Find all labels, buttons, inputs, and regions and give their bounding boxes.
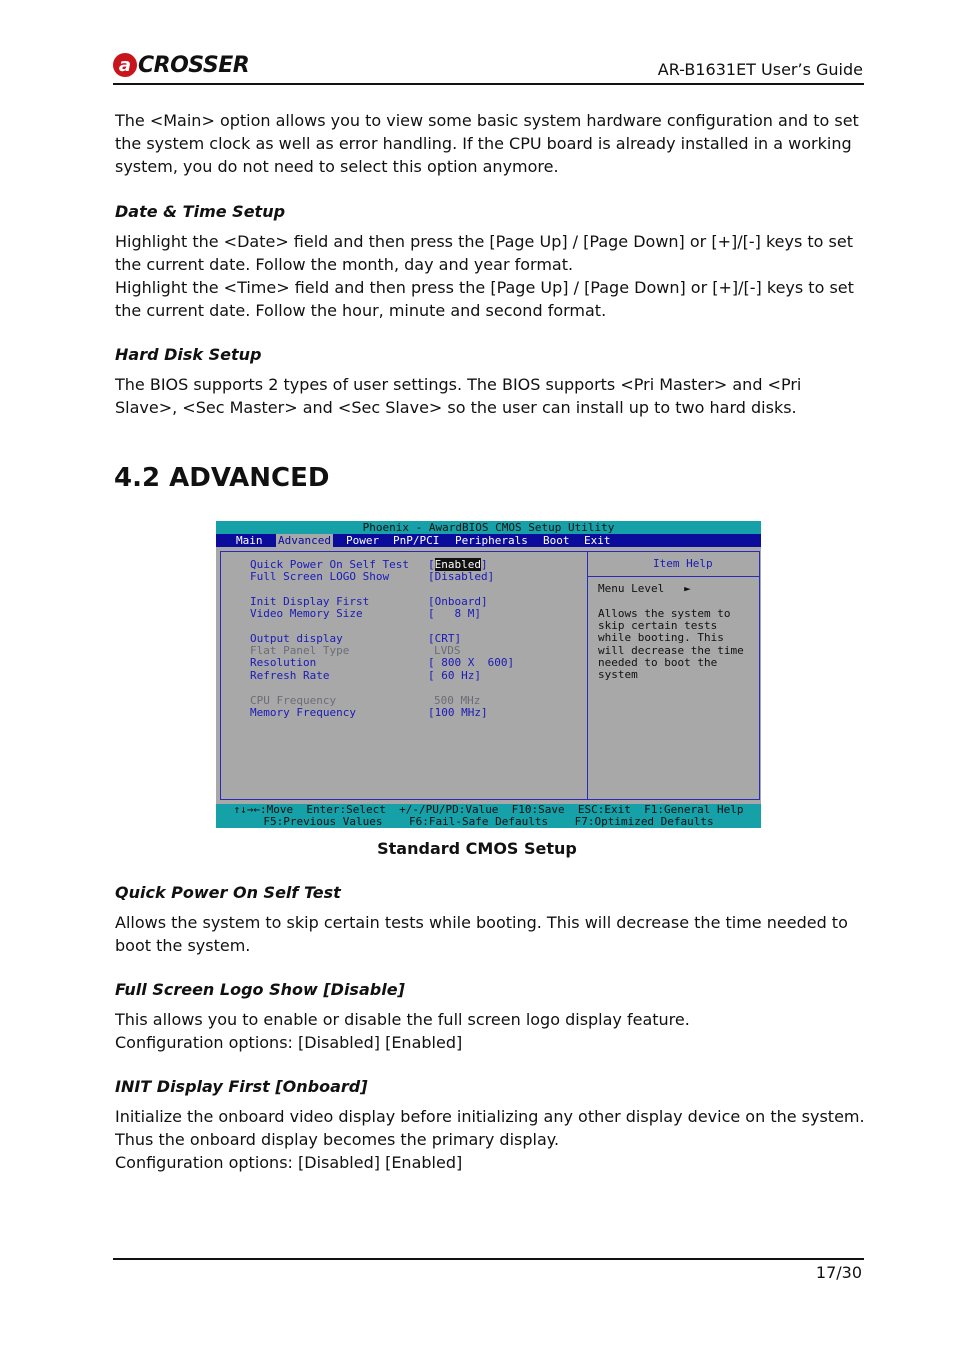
bios-help-line: will decrease the time — [598, 644, 744, 657]
bios-item-video-memory[interactable]: Video Memory Size — [250, 607, 363, 620]
section-title: 4.2 ADVANCED — [114, 463, 330, 493]
bios-value-memory-frequency[interactable]: [100 MHz] — [428, 706, 488, 719]
bios-menu-pnp-pci[interactable]: PnP/PCI — [393, 534, 440, 547]
quick-power-heading: Quick Power On Self Test — [115, 883, 341, 902]
bios-menu-boot[interactable]: Boot — [543, 534, 570, 547]
quick-power-paragraph: Allows the system to skip certain tests while booting. This will decrease the time needed to boot the system. — [115, 913, 848, 955]
logo-mark: a — [113, 53, 137, 77]
bios-item-flat-panel: Flat Panel Type — [250, 644, 350, 657]
date-time-heading: Date & Time Setup — [115, 202, 286, 221]
bios-value-cpu-frequency: 500 MHz — [434, 694, 481, 707]
logo-text: CROSSER — [138, 52, 250, 78]
bios-panel-divider — [587, 551, 588, 799]
init-display-paragraph: Initialize the onboard video display before initializing any other display device on the system. — [115, 1107, 865, 1126]
full-screen-heading: Full Screen Logo Show [Disable] — [115, 980, 405, 999]
bios-value-resolution[interactable]: [ 800 X 600] — [428, 656, 515, 669]
bios-item-resolution[interactable]: Resolution — [250, 656, 317, 669]
bios-help-line: while booting. This — [598, 631, 724, 644]
init-display-options: Configuration options: [Disabled] [Enabled] — [115, 1153, 463, 1172]
bios-value-init-display[interactable]: [Onboard] — [428, 595, 488, 608]
bios-menu-main[interactable]: Main — [236, 534, 263, 547]
bios-item-quick-power[interactable]: Quick Power On Self Test — [250, 558, 409, 571]
bios-value-refresh-rate[interactable]: [ 60 Hz] — [428, 669, 481, 682]
bios-item-init-display[interactable]: Init Display First — [250, 595, 370, 608]
bios-menu-exit[interactable]: Exit — [584, 534, 611, 547]
bios-value-full-screen-logo[interactable]: [Disabled] — [428, 570, 495, 583]
bios-item-memory-frequency[interactable]: Memory Frequency — [250, 706, 356, 719]
bios-item-refresh-rate[interactable]: Refresh Rate — [250, 669, 330, 682]
company-logo — [113, 50, 249, 80]
bios-value-highlight: Enabled — [434, 558, 481, 571]
bios-help-divider — [588, 576, 759, 577]
document-title: AR-B1631ET User’s Guide — [657, 60, 863, 79]
bios-key-legend-line2: F5:Previous Values F6:Fail-Safe Defaults F7:Optimized Defaults — [263, 815, 714, 828]
time-paragraph: Highlight the <Time> field and then press the [Page Up] / [Page Down] or [+]/[-] keys to set the current date. Follow the hour, minute and second format. — [115, 278, 854, 320]
bios-help-line: Allows the system to — [598, 607, 731, 620]
bios-menu-peripherals[interactable]: Peripherals — [455, 534, 528, 547]
bios-screenshot — [216, 521, 761, 828]
bios-value-flat-panel: LVDS — [434, 644, 461, 657]
bios-value-video-memory[interactable]: [ 8 M] — [428, 607, 481, 620]
bios-item-cpu-frequency: CPU Frequency — [250, 694, 337, 707]
bios-menu-level: Menu Level ► — [598, 582, 691, 595]
bios-help-line: system — [598, 668, 638, 681]
bios-help-line: needed to boot the — [598, 656, 718, 669]
page-number: 17/30 — [815, 1263, 862, 1282]
init-display-paragraph-2: Thus the onboard display becomes the primary display. — [115, 1130, 560, 1149]
bios-item-output-display[interactable]: Output display — [250, 632, 343, 645]
bios-key-legend — [216, 804, 761, 828]
footer-divider — [113, 1258, 864, 1260]
bios-value-quick-power[interactable]: [Enabled] — [428, 558, 488, 571]
bios-help-title: Item Help — [653, 557, 713, 570]
hard-disk-heading: Hard Disk Setup — [115, 345, 262, 364]
hard-disk-paragraph: The BIOS supports 2 types of user settings. The BIOS supports <Pri Master> and <Pri Slave>, <Sec Master> and <Sec Slave> so the user can install up to two hard disks. — [115, 375, 802, 417]
bios-menu-advanced[interactable]: Advanced — [278, 534, 331, 547]
bios-title-bar: Phoenix - AwardBIOS CMOS Setup Utility — [216, 521, 761, 534]
date-paragraph: Highlight the <Date> field and then press the [Page Up] / [Page Down] or [+]/[-] keys to set the current date. Follow the month, day and year format. — [115, 232, 853, 274]
full-screen-paragraph: This allows you to enable or disable the full screen logo display feature. — [115, 1010, 690, 1029]
full-screen-options: Configuration options: [Disabled] [Enabled] — [115, 1033, 463, 1052]
header-divider — [113, 83, 864, 85]
bios-value-output-display[interactable]: [CRT] — [428, 632, 462, 645]
bios-item-full-screen-logo[interactable]: Full Screen LOGO Show — [250, 570, 390, 583]
bios-menu-bar — [216, 534, 761, 547]
bios-menu-power[interactable]: Power — [346, 534, 380, 547]
init-display-heading: INIT Display First [Onboard] — [115, 1077, 368, 1096]
figure-caption: Standard CMOS Setup — [377, 839, 577, 858]
bios-help-line: skip certain tests — [598, 619, 718, 632]
intro-paragraph: The <Main> option allows you to view some basic system hardware configuration and to set the system clock as well as error handling. If the CPU board is already installed in a working system, you do not need to select this option anymore. — [115, 111, 859, 176]
bios-key-legend-line1: ↑↓→←:Move Enter:Select +/-/PU/PD:Value F10:Save ESC:Exit F1:General Help — [233, 803, 744, 816]
